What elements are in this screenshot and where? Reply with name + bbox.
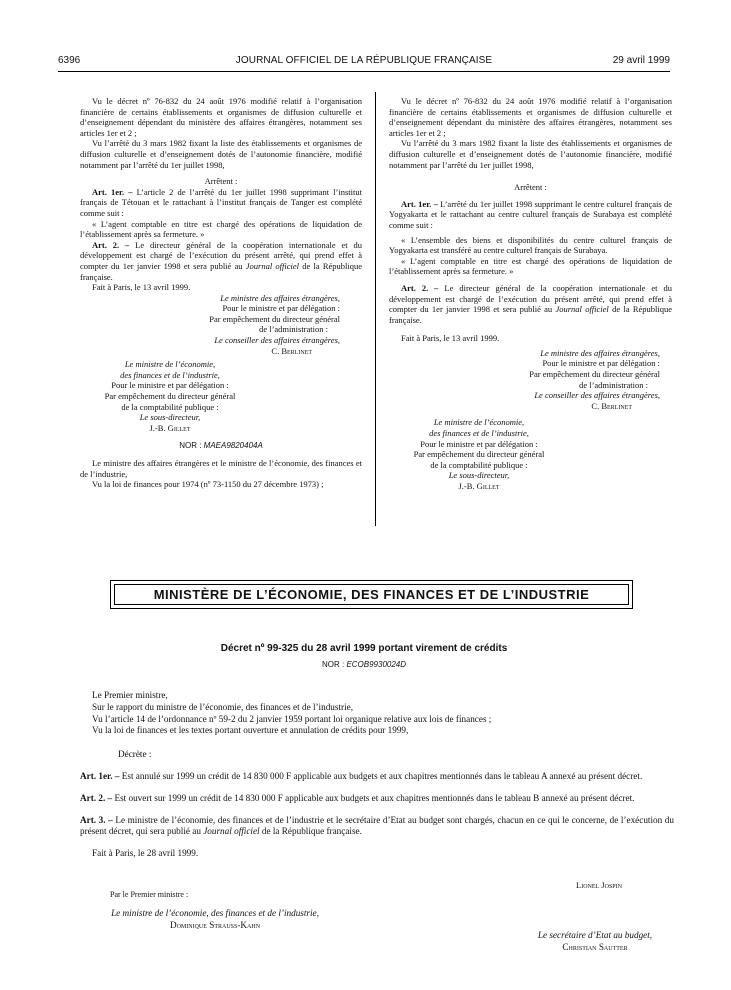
left-art-2-label: Art. 2. –	[92, 239, 130, 250]
left-signature-2	[80, 359, 260, 433]
right-art-2-jo: Journal officiel	[555, 304, 609, 315]
right-sig2-line7: J.-B. Gillet	[458, 481, 500, 491]
left-fait: Fait à Paris, le 13 avril 1999.	[92, 282, 191, 293]
decret-nor-code: ECOB9930024D	[346, 660, 407, 669]
signature-premier-ministre: Lionel Jospin	[576, 880, 622, 890]
decret-nor	[58, 660, 670, 669]
right-arretent: Arrêtent :	[514, 182, 547, 193]
right-sig1-line5: Le conseiller des affaires étrangères,	[534, 390, 660, 401]
right-sig2-line5: de la comptabilité publique :	[430, 459, 528, 470]
left-visa-2: Vu l’arrêté du 3 mars 1982 fixant la liste des établissements et organismes de diffusion culturelle et d’enseignement dotés de l’autonomie financière, modifié notamment par l’arrêté du 1er juillet 1998,	[80, 138, 362, 170]
ministre-economie-title: Le ministre de l’économie, des finances et de l’industrie,	[111, 908, 319, 918]
signature-ministre-economie	[80, 907, 350, 931]
left-nor-code: MAEA9820404A	[203, 441, 263, 451]
left-sig1-line6: C. Berlinet	[271, 345, 312, 356]
left-sig2-line5: de la comptabilité publique :	[121, 401, 219, 412]
right-sig1-line2: Pour le ministre et par délégation :	[542, 358, 660, 369]
right-signature-1	[389, 348, 672, 412]
left-sig2-line4: Par empêchement du directeur général	[104, 391, 236, 402]
decret-art-2-label: Art. 2. –	[80, 792, 113, 803]
left-para-4: Vu la loi de finances pour 1974 (nº 73-1150 du 27 décembre 1973) ;	[92, 479, 324, 490]
left-signature-1	[80, 293, 362, 357]
left-sig2-line7: J.-B. Gillet	[149, 422, 191, 433]
left-sig2-line3: Pour le ministre et par délégation :	[111, 380, 229, 391]
left-art-2-jo: Journal officiel	[245, 260, 300, 271]
decret-art-3	[80, 815, 674, 839]
decret-line-4: Vu la loi de finances et les textes portant ouverture et annulation de crédits pour 1999,	[92, 725, 409, 736]
left-sig1-line3: Par empêchement du directeur général	[209, 313, 340, 324]
decret-art-1-label: Art. 1er. –	[80, 770, 120, 781]
right-art-1-quote-1: « L’ensemble des biens et disponibilités du centre culturel français de Yogyakarta est transféré au centre culturel français de Surabaya.	[389, 234, 672, 256]
right-visa-2: Vu l’arrêté du 3 mars 1982 fixant la liste des établissements et organismes de diffusion culturelle et d’enseignement dotés de l’autonomie financière, modifié notamment par l’arrêté du 1er juillet 1998,	[389, 138, 672, 170]
decret-nor-label: NOR :	[321, 660, 345, 669]
left-sig1-line1: Le ministre des affaires étrangères,	[220, 292, 340, 303]
right-art-2	[389, 283, 672, 325]
issue-date: 29 avril 1999	[612, 55, 670, 66]
right-art-1-quote-2: « L’agent comptable en titre est chargé des opérations de liquidation de l’établissement après sa fermeture. »	[389, 255, 672, 277]
right-sig1-line6: C. Berlinet	[591, 400, 632, 411]
left-nor	[80, 441, 362, 452]
left-art-2	[80, 240, 362, 282]
left-art-1-quote: « L’agent comptable en titre est chargé des opérations de liquidation de l’établissement après sa fermeture. »	[80, 218, 362, 240]
decret-art-2	[80, 793, 674, 805]
right-sig2-line4: Par empêchement du directeur général	[413, 449, 545, 460]
left-art-1-label: Art. 1er. –	[92, 186, 133, 197]
par-premier-ministre: Par le Premier ministre :	[110, 890, 189, 899]
journal-title: JOURNAL OFFICIEL DE LA RÉPUBLIQUE FRANÇAISE	[235, 55, 493, 66]
right-column	[389, 96, 672, 492]
ministry-banner	[110, 580, 633, 609]
right-sig2-line3: Pour le ministre et par délégation :	[420, 438, 538, 449]
decret-art-1	[80, 771, 674, 783]
left-art-2-text-b: de la République française.	[80, 260, 363, 282]
decret-line-3: Vu l’article 14 de l’ordonnance nº 59-2 du 2 janvier 1959 portant loi organique relative aux lois de finances ;	[92, 713, 492, 724]
decret-art-1-text: Est annulé sur 1999 un crédit de 14 830 000 F applicable aux budgets et aux chapitres mentionnés dans le tableau A annexé au présent décret.	[121, 770, 643, 781]
right-sig2-line6: Le sous-directeur,	[448, 470, 510, 481]
right-art-1-label: Art. 1er. –	[401, 198, 438, 209]
decret-line-2: Sur le rapport du ministre de l’économie, des finances et de l’industrie,	[92, 701, 354, 712]
left-sig2-line2: des finances et de l’industrie,	[120, 369, 220, 380]
decret-art-3-label: Art. 3. –	[80, 814, 113, 825]
signature-secretaire-budget	[500, 929, 690, 953]
right-signature-2	[389, 417, 569, 491]
right-sig1-line4: de l’administration :	[579, 379, 648, 390]
secretaire-budget-name: Christian Sautter	[562, 942, 628, 952]
right-sig1-line3: Par empêchement du directeur général	[529, 369, 660, 380]
right-art-2-text-b: de la République française.	[389, 304, 673, 325]
header-rule	[58, 71, 670, 72]
decret-fait: Fait à Paris, le 28 avril 1999.	[92, 848, 199, 859]
decret-line-1: Le Premier ministre,	[92, 690, 168, 700]
left-nor-label: NOR :	[179, 441, 202, 451]
column-divider	[375, 92, 376, 526]
left-para-3: Le ministre des affaires étrangères et le ministre de l’économie, des finances et de l’industrie,	[80, 458, 362, 479]
left-sig1-line2: Pour le ministre et par délégation :	[222, 303, 340, 314]
left-sig1-line4: de l’administration :	[259, 324, 328, 335]
decret-art-2-text: Est ouvert sur 1999 un crédit de 14 830 000 F applicable aux budgets et aux chapitres mentionnés dans le tableau B annexé au présent décret.	[114, 792, 635, 803]
left-art-1-text: L’article 2 de l’arrêté du 1er juillet 1998 supprimant l’institut français de Tétouan et le rattachant à l’institut français de Tanger est complété comme suit :	[80, 186, 362, 218]
left-arretent: Arrêtent :	[204, 176, 238, 187]
left-visa-1: Vu le décret nº 76-832 du 24 août 1976 modifié relatif à l’organisation financière de certains établissements et organismes de diffusion culturelle et d’enseignement dépendant du ministère des affaires étrangères, notamment ses articles 1er et 2 ;	[80, 96, 362, 138]
right-art-2-label: Art. 2. –	[401, 282, 439, 293]
page-number: 6396	[58, 55, 81, 66]
page-header	[58, 55, 670, 69]
left-sig2-line1: Le ministre de l’économie,	[124, 359, 216, 370]
right-sig1-line1: Le ministre des affaires étrangères,	[540, 347, 660, 358]
right-fait: Fait à Paris, le 13 avril 1999.	[401, 333, 500, 344]
decret-art-3-text-a: Le ministre de l’économie, des finances et de l’industrie et le secrétaire d’Etat au budget sont chargés, chacun en ce qui le concerne, de l’exécution du présent décret, qui sera publié au	[80, 814, 674, 837]
ministre-economie-name: Dominique Strauss-Kahn	[169, 920, 261, 930]
right-visa-1: Vu le décret nº 76-832 du 24 août 1976 modifié relatif à l’organisation financière de certains établissements et organismes de diffusion culturelle et d’enseignement dépendant du ministère des affaires étrangères, notamment ses articles 1er et 2 ;	[389, 96, 672, 138]
ministry-title: MINISTÈRE DE L’ÉCONOMIE, DES FINANCES ET DE L’INDUSTRIE	[114, 584, 629, 605]
decret-title: Décret nº 99-325 du 28 avril 1999 portant virement de crédits	[220, 643, 508, 654]
right-sig2-line2: des finances et de l’industrie,	[429, 428, 529, 439]
right-sig2-line1: Le ministre de l’économie,	[433, 417, 525, 428]
decret-art-3-text-b: de la République française.	[261, 826, 362, 837]
decret-art-3-jo: Journal officiel	[203, 826, 260, 837]
left-sig1-line5: Le conseiller des affaires étrangères,	[214, 335, 340, 346]
decret-decrete: Décrète :	[118, 749, 152, 760]
right-art-1	[389, 199, 672, 231]
left-column	[80, 96, 362, 490]
left-art-2-text-a: Le directeur général de la coopération internationale et du développement est chargé de l’exécution du présent arrêté, qui prend effet à compter du 1er janvier 1998 et sera publié au	[80, 239, 363, 271]
decret-body	[80, 690, 674, 860]
right-art-1-text: L’arrêté du 1er juillet 1998 supprimant le centre culturel français de Yogyakarta et le rattachant au centre culturel français de Surabaya est complété comme suit :	[389, 198, 673, 230]
right-art-2-text-a: Le directeur général de la coopération internationale et du développement est chargé de l’exécution du présent arrêté, qui prend effet à compter du 1er janvier 1998 et sera publié au	[389, 282, 673, 315]
left-art-1	[80, 187, 362, 219]
secretaire-budget-title: Le secrétaire d’Etat au budget,	[537, 930, 653, 940]
left-sig2-line6: Le sous-directeur,	[139, 412, 201, 423]
